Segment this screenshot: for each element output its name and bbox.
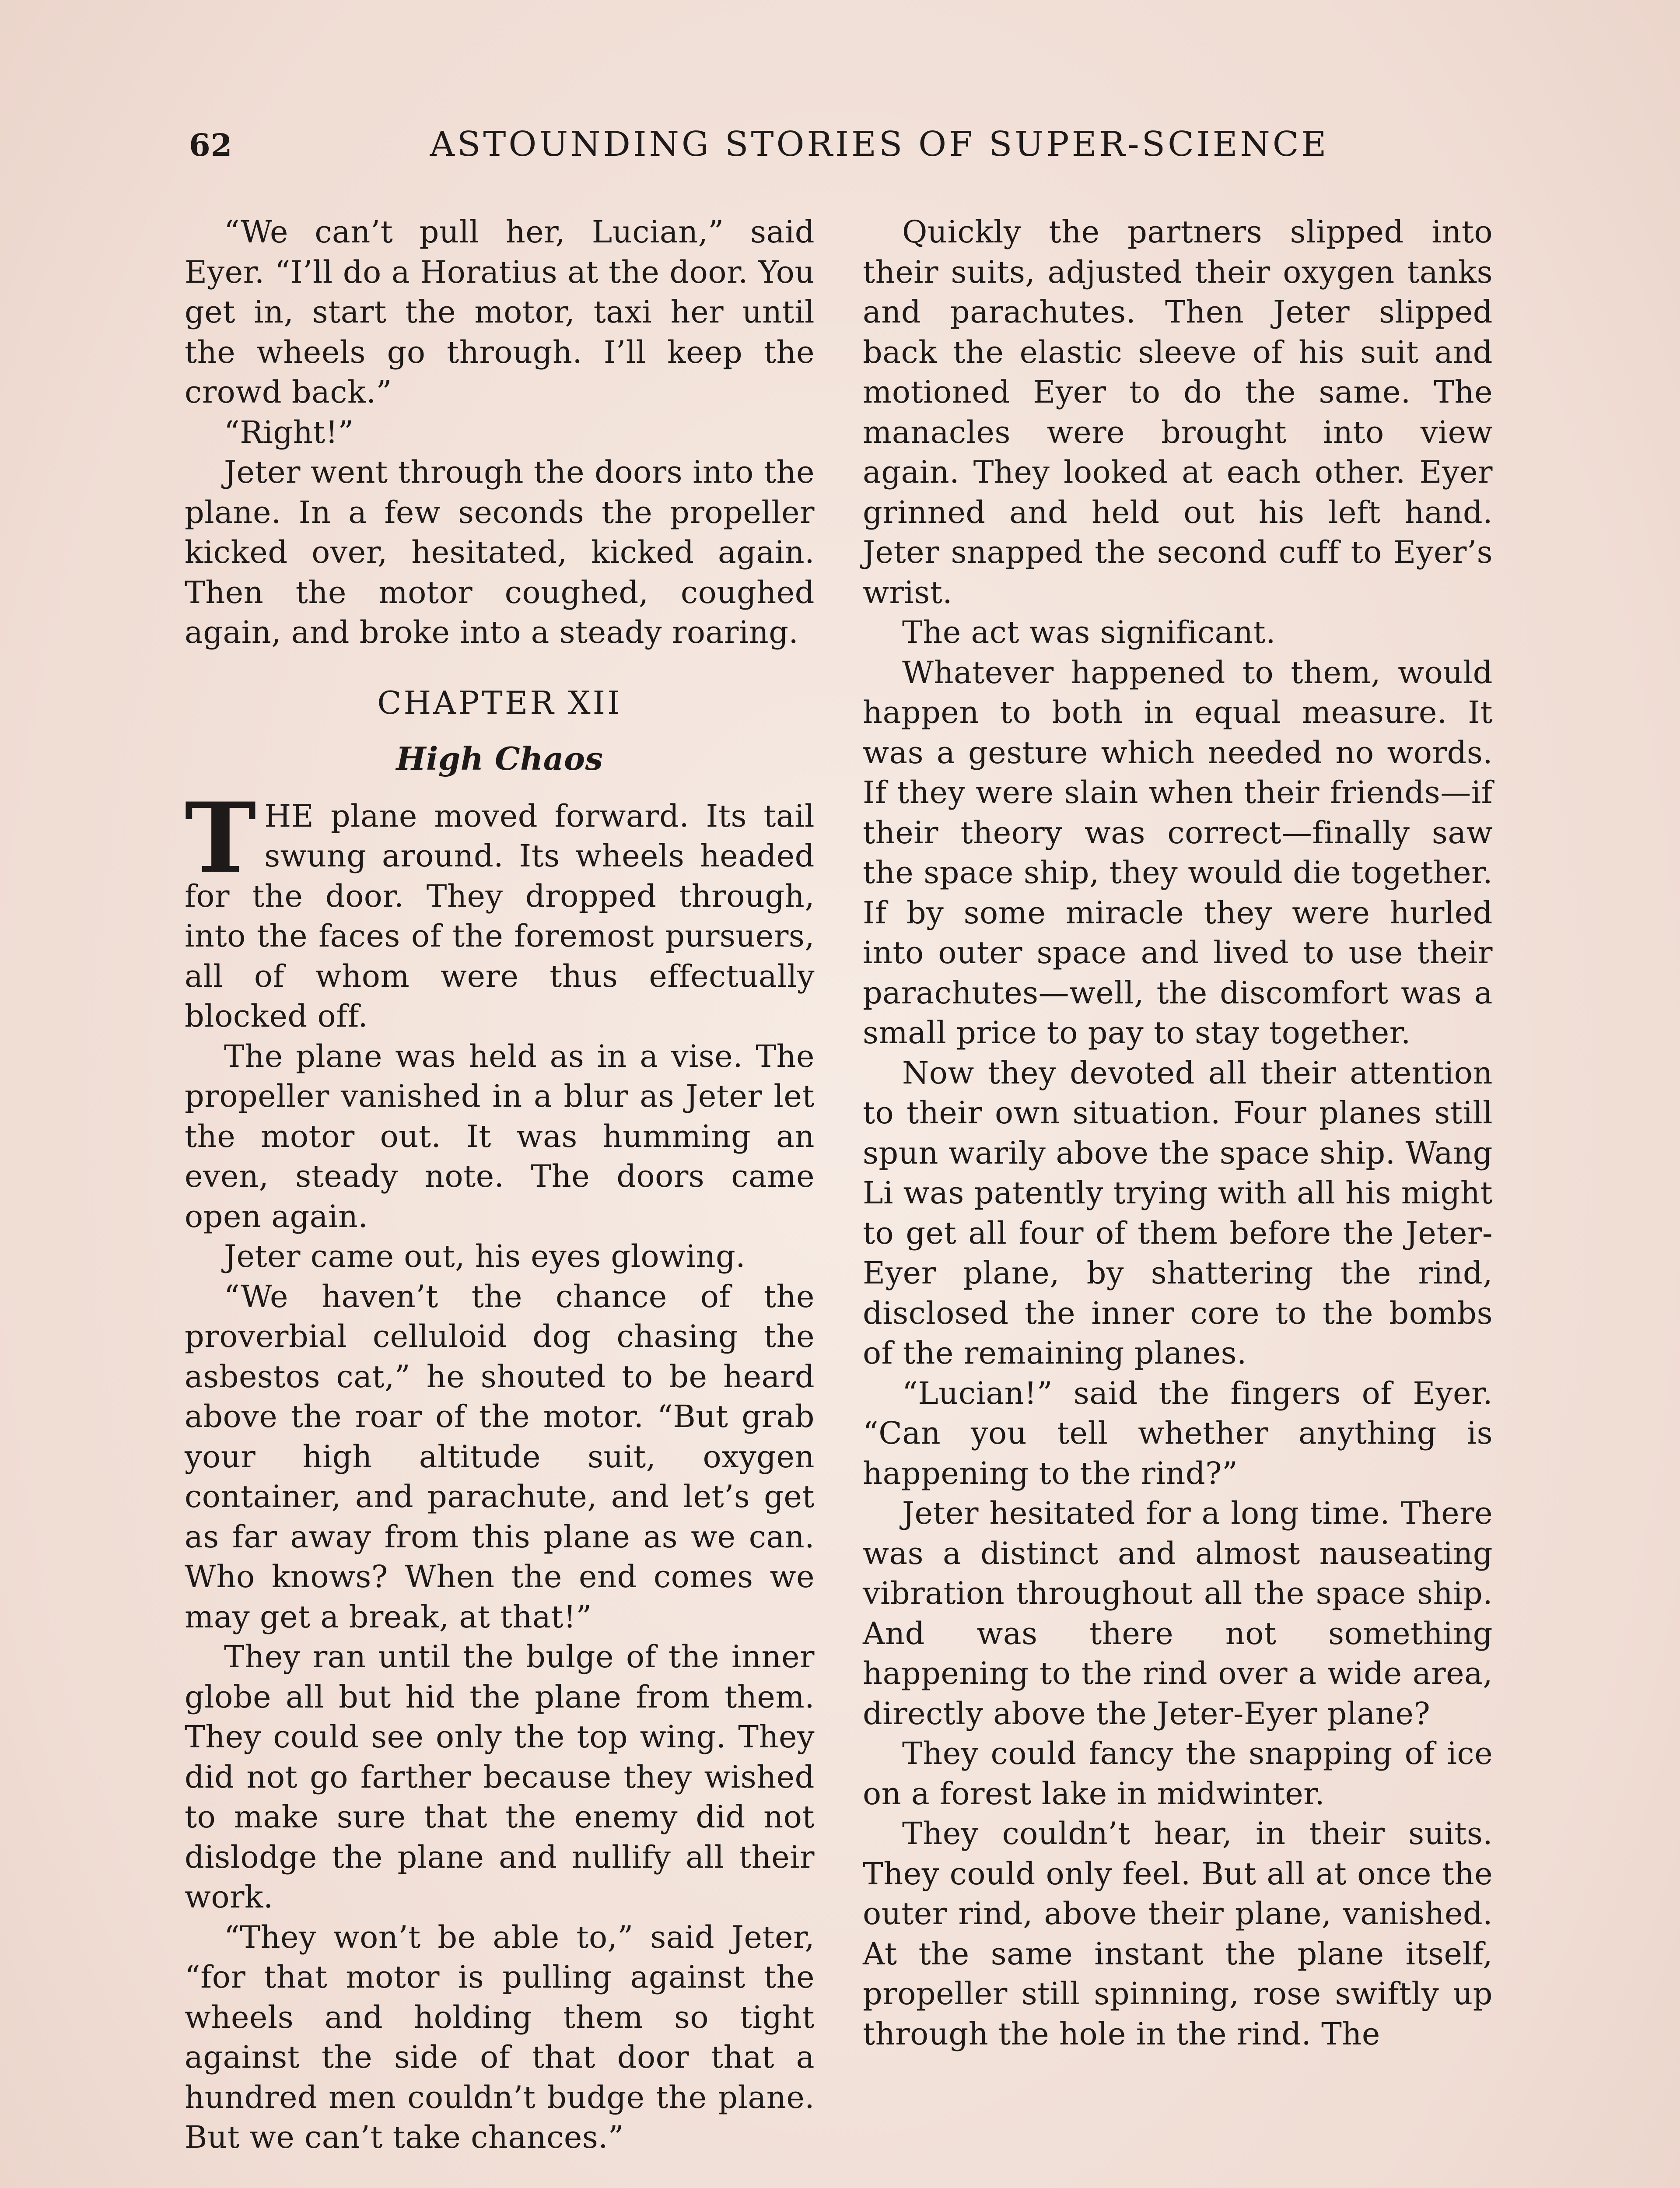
paragraph: Whatever happened to them, would happen to both in equal measure. It was a gesture which needed no words. If they were slain when their friends—if their theory was correct—finally saw the space ship, they would die together. If by some miracle they were hurled into outer space and lived to use their parachutes—well, the discomfort was a small price to pay to stay together. [863,654,1493,1051]
chapter-heading: CHAPTER XII [377,684,622,721]
paragraph: “We can’t pull her, Lucian,” said Eyer. “I’ll do a Horatius at the door. You get in, start the motor, taxi her until the wheels go through. I’ll keep the crowd back.” [185,214,815,410]
paragraph: “They won’t be able to,” said Jeter, “for that motor is pulling against the wheels and holding them so tight against the side of that door that a hundred men couldn’t budge the plane. But we can’t take chances.” [185,1919,815,2155]
paragraph: They ran until the bulge of the inner globe all but hid the plane from them. They could see only the top wing. They did not go farther because they wished to make sure that the enemy did not dislodge the plane and nullify all their work. [185,1639,815,1915]
chapter-subtitle: High Chaos [396,740,603,777]
paragraph: The act was significant. [902,614,1276,650]
paragraph: The plane was held as in a vise. The propeller vanished in a blur as Jeter let the motor out. It was humming an even, steady note. The doors came open again. [185,1038,815,1234]
page-number: 62 [189,127,233,163]
paragraph: They couldn’t hear, in their suits. They could only feel. But all at once the outer rind, above their plane, vanished. At the same instant the plane itself, propeller still spinning, rose swiftly up through the hole in the rind. The [863,1816,1493,2052]
paragraph: Jeter hesitated for a long time. There was a distinct and almost nauseating vibration throughout all the space ship. And was there not something happening to the rind over a wide area, directly above the Jeter-Eyer plane? [863,1495,1493,1732]
left-column [185,212,815,2158]
drop-cap: T [185,781,257,894]
paragraph: They could fancy the snapping of ice on a forest lake in midwinter. [863,1736,1493,1812]
paragraph: Quickly the partners slipped into their suits, adjusted their oxygen tanks and parachutes. Then Jeter slipped back the elastic sleeve of his suit and motioned Eyer to do the same. The manacles were brought into view again. They looked at each other. Eyer grinned and held out his left hand. Jeter snapped the second cuff to Eyer’s wrist. [863,214,1493,610]
paragraph: Jeter went through the doors into the plane. In a few seconds the propeller kicked over, hesitated, kicked again. Then the motor coughed, coughed again, and broke into a steady roaring. [185,454,815,650]
paragraph-text: HE plane moved forward. Its tail swung around. Its wheels headed for the door. They dropped through, into the faces of the foremost pursuers, all of whom were thus effectually blocked off. [185,798,815,1034]
paragraph: “We haven’t the chance of the proverbial celluloid dog chasing the asbestos cat,” he shouted to be heard above the roar of the motor. “But grab your high altitude suit, oxygen container, and parachute, and let’s get as far away from this plane as we can. Who knows? When the end comes we may get a break, at that!” [185,1278,815,1635]
paragraph: Now they devoted all their attention to their own situation. Four planes still spun warily above the space ship. Wang Li was patently trying with all his might to get all four of them before the Jeter-Eyer plane, by shattering the rind, disclosed the inner core to the bombs of the remaining planes. [863,1055,1493,1371]
chapter-opening-paragraph [185,781,815,1037]
paragraph: “Lucian!” said the fingers of Eyer. “Can you tell whether anything is happening to the rind?” [863,1375,1493,1491]
right-column [863,212,1493,2054]
paragraph: “Right!” [224,414,354,450]
running-title: ASTOUNDING STORIES OF SUPER-SCIENCE [430,125,1329,164]
paragraph: Jeter came out, his eyes glowing. [224,1238,746,1274]
